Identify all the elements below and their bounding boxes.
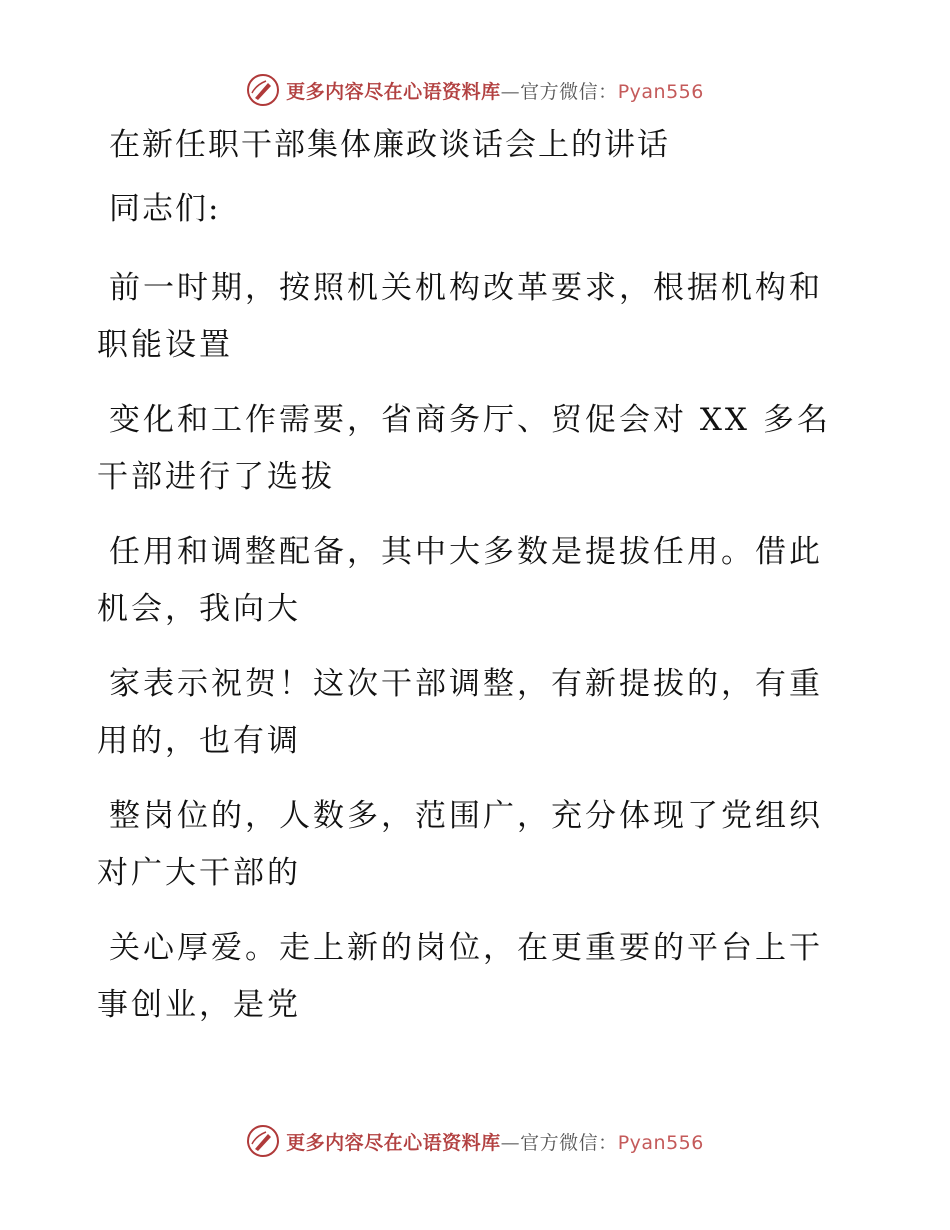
paragraph <box>97 920 837 1034</box>
banner-dash: — <box>500 80 521 103</box>
banner-wechat-label: 官方微信： <box>520 80 618 103</box>
footer-banner <box>0 1121 950 1161</box>
paragraph <box>97 524 837 638</box>
document-body <box>97 124 837 1052</box>
paragraph-line: 用的，也有调 <box>97 723 301 759</box>
paragraph-line: 前一时期，按照机关机构改革要求，根据机构和 <box>109 270 823 306</box>
banner-text <box>286 77 704 104</box>
paragraph-line: 任用和调整配备，其中大多数是提拔任用。借此 <box>109 534 823 570</box>
paragraph-line: 整岗位的，人数多，范围广，充分体现了党组织 <box>109 798 823 834</box>
paragraph-line: 家表示祝贺！这次干部调整，有新提拔的，有重 <box>109 666 823 702</box>
salutation: 同志们: <box>109 191 221 227</box>
pen-logo-icon <box>246 1124 280 1158</box>
header-banner <box>0 70 950 110</box>
document-title: 在新任职干部集体廉政谈话会上的讲话 <box>109 127 670 163</box>
paragraph-line: 变化和工作需要，省商务厅、贸促会对 XX 多名 <box>109 402 831 438</box>
banner-wechat-label: 官方微信： <box>520 1131 618 1154</box>
banner-wechat-id: Pyan556 <box>617 1131 704 1154</box>
pen-logo-icon <box>246 73 280 107</box>
paragraph <box>97 392 837 506</box>
banner-brand: 更多内容尽在心语资料库 <box>286 1131 501 1154</box>
paragraph-line: 对广大干部的 <box>97 855 301 891</box>
paragraph <box>97 788 837 902</box>
paragraph <box>97 260 837 374</box>
paragraph-line: 机会，我向大 <box>97 591 301 627</box>
banner-dash: — <box>500 1131 521 1154</box>
paragraph-line: 干部进行了选拔 <box>97 459 335 495</box>
paragraph-line: 事创业，是党 <box>97 987 301 1023</box>
banner-brand: 更多内容尽在心语资料库 <box>286 80 501 103</box>
banner-text <box>286 1128 704 1155</box>
paragraph <box>97 656 837 770</box>
paragraph-line: 职能设置 <box>97 327 233 363</box>
banner-wechat-id: Pyan556 <box>617 80 704 103</box>
paragraph-line: 关心厚爱。走上新的岗位，在更重要的平台上干 <box>109 930 823 966</box>
